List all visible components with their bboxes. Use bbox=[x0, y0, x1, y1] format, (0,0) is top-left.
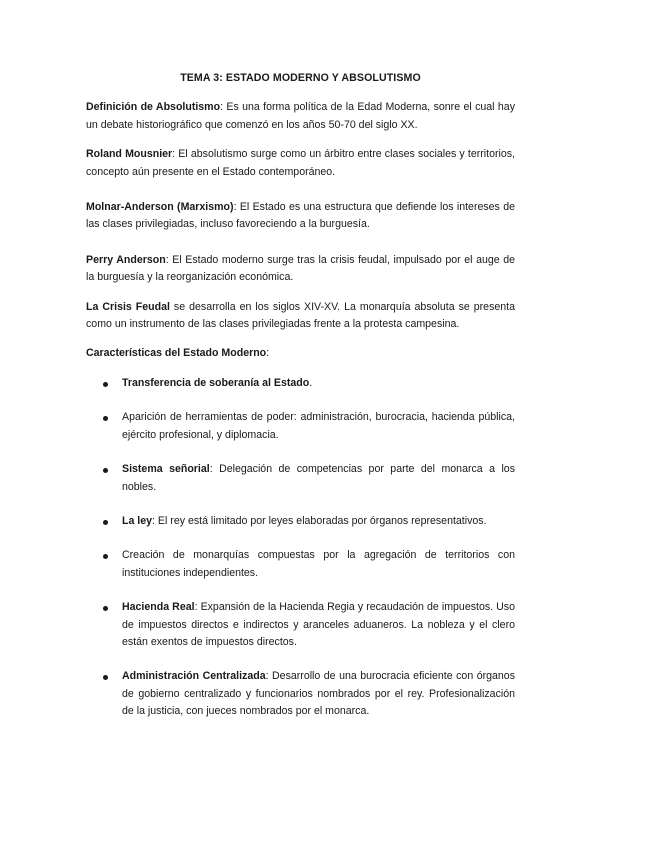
paragraph-crisis-feudal bbox=[86, 299, 515, 334]
list-item bbox=[86, 547, 515, 582]
item-text: Creación de monarquías compuestas por la agregación de territorios con instituciones independientes. bbox=[122, 549, 515, 579]
bullet-icon bbox=[103, 416, 108, 421]
term-mousnier: Roland Mousnier bbox=[86, 148, 173, 161]
text-absolutismo: : Es una forma política de la Edad Moderna, sonre el cual hay un debate historiográfico que comenzó en los años 50-70 del siglo XX. bbox=[86, 101, 515, 131]
list-item bbox=[86, 409, 515, 444]
term-absolutismo: Definición de Absolutismo bbox=[86, 101, 221, 114]
paragraph-molnar-anderson bbox=[86, 199, 515, 234]
text-molnar-anderson: : El Estado es una estructura que defiende los intereses de las clases privilegiadas, incluso favoreciendo a la burguesía. bbox=[86, 201, 515, 231]
list-item bbox=[86, 668, 515, 720]
document-title: TEMA 3: ESTADO MODERNO Y ABSOLUTISMO bbox=[180, 72, 421, 84]
term-crisis-feudal: La Crisis Feudal bbox=[86, 300, 170, 313]
item-text: Aparición de herramientas de poder: administración, burocracia, hacienda pública, ejército profesional, y diplomacia. bbox=[122, 411, 515, 441]
text-mousnier: : El absolutismo surge como un árbitro entre clases sociales y territorios, concepto aún presente en el Estado contemporáneo. bbox=[86, 148, 515, 178]
term-molnar-anderson: Molnar-Anderson (Marxismo) bbox=[86, 201, 234, 214]
item-text: : Delegación de competencias por parte del monarca a los nobles. bbox=[122, 463, 515, 493]
characteristics-heading bbox=[86, 345, 515, 362]
characteristics-list bbox=[86, 375, 515, 721]
item-text: : El rey está limitado por leyes elaboradas por órganos representativos. bbox=[152, 514, 487, 527]
item-term: Transferencia de soberanía al Estado bbox=[122, 376, 310, 389]
bullet-icon bbox=[103, 606, 108, 611]
characteristics-heading-suffix: : bbox=[266, 347, 270, 360]
paragraph-mousnier bbox=[86, 146, 515, 181]
term-perry-anderson: Perry Anderson bbox=[86, 253, 166, 266]
text-perry-anderson: : El Estado moderno surge tras la crisis feudal, impulsado por el auge de la burguesía y la reorganización económica. bbox=[86, 253, 515, 284]
item-term: Administración Centralizada bbox=[122, 670, 266, 683]
item-text: . bbox=[309, 376, 313, 389]
item-term: Hacienda Real bbox=[122, 601, 195, 614]
document-page bbox=[86, 70, 515, 721]
list-item bbox=[86, 461, 515, 496]
list-item bbox=[86, 599, 515, 651]
item-text: : Desarrollo de una burocracia eficiente con órganos de gobierno centralizado y funcionarios nombrados por el rey. Profesionalización de la justicia, con jueces nombrados por el monarca. bbox=[122, 670, 515, 718]
list-item bbox=[86, 375, 515, 392]
bullet-icon bbox=[103, 468, 108, 473]
list-item bbox=[86, 513, 515, 530]
text-crisis-feudal: se desarrolla en los siglos XIV-XV. La monarquía absoluta se presenta como un instrumento de las clases privilegiadas frente a la protesta campesina. bbox=[86, 300, 515, 331]
item-term: Sistema señorial bbox=[122, 463, 210, 476]
paragraph-absolutismo bbox=[86, 99, 515, 134]
bullet-icon bbox=[103, 675, 108, 680]
item-text: : Expansión de la Hacienda Regia y recaudación de impuestos. Uso de impuestos directos e indirectos y aranceles aduaneros. La nobleza y el clero están exentos de impuestos directos. bbox=[122, 601, 515, 648]
characteristics-heading-text: Características del Estado Moderno bbox=[86, 347, 267, 360]
bullet-icon bbox=[103, 520, 108, 525]
bullet-icon bbox=[103, 554, 108, 559]
paragraph-perry-anderson bbox=[86, 252, 515, 287]
bullet-icon bbox=[103, 382, 108, 387]
item-term: La ley bbox=[122, 514, 153, 527]
